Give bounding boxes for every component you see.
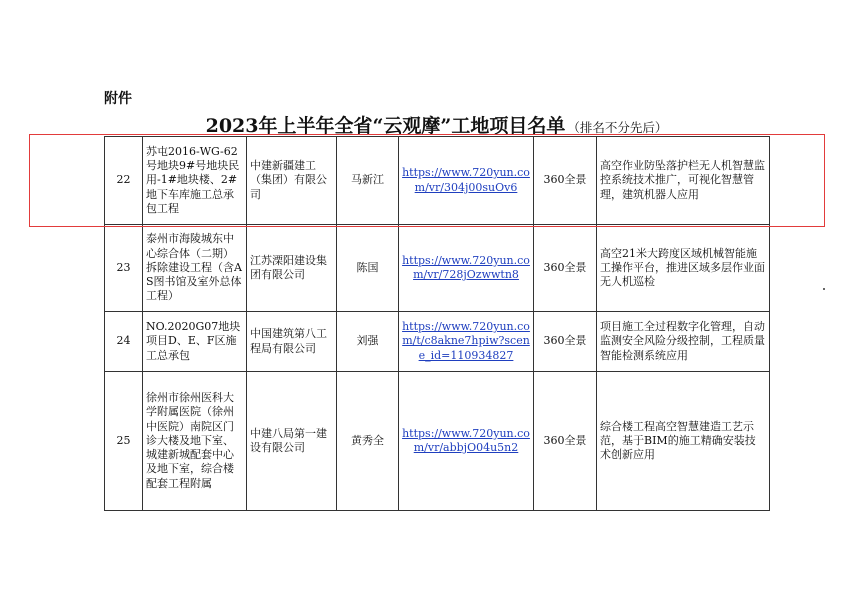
document-title-row (104, 111, 769, 138)
view-type: 360全景 (534, 137, 597, 225)
table-row (105, 372, 770, 511)
project-manager: 陈国 (337, 225, 399, 312)
row-number: 25 (105, 372, 143, 511)
project-list-table (104, 136, 770, 511)
project-features: 高空作业防坠落护栏无人机智慧监控系统技术推广，可视化智慧管理，建筑机器人应用 (597, 137, 770, 225)
project-features: 综合楼工程高空智慧建造工艺示范，基于BIM的施工精确安装技术创新应用 (597, 372, 770, 511)
view-type: 360全景 (534, 312, 597, 372)
view-url-link[interactable]: https://www.720yun.com/t/c8akne7hpiw?scene_id=110934827 (402, 320, 530, 362)
document-subtitle: （排名不分先后） (567, 120, 668, 135)
project-manager: 刘强 (337, 312, 399, 372)
project-name: NO.2020G07地块项目D、E、F区施工总承包 (143, 312, 247, 372)
construction-unit: 中国建筑第八工程局有限公司 (247, 312, 337, 372)
project-features: 高空21米大跨度区域机械智能施工操作平台，推进区域多层作业面无人机巡检 (597, 225, 770, 312)
project-manager: 黄秀全 (337, 372, 399, 511)
view-type: 360全景 (534, 372, 597, 511)
project-name: 泰州市海陵城东中心综合体（二期）拆除建设工程（含AS图书馆及室外总体工程） (143, 225, 247, 312)
project-name: 徐州市徐州医科大学附属医院（徐州中医院）南院区门诊大楼及地下室、城建新城配套中心及地下室，综合楼配套工程附属 (143, 372, 247, 511)
view-url-cell (399, 137, 534, 225)
project-features: 项目施工全过程数字化管理，自动监测安全风险分级控制，工程质量智能检测系统应用 (597, 312, 770, 372)
view-url-cell (399, 312, 534, 372)
row-number: 22 (105, 137, 143, 225)
table-row (105, 137, 770, 225)
project-name: 苏屯2016-WG-62号地块9#号地块民用-1#地块楼、2#地下车库施工总承包工程 (143, 137, 247, 225)
construction-unit: 中建八局第一建设有限公司 (247, 372, 337, 511)
view-url-link[interactable]: https://www.720yun.com/vr/abbjO04u5n2 (402, 426, 530, 454)
view-url-cell (399, 225, 534, 312)
view-url-link[interactable]: https://www.720yun.com/vr/304j00suOv6 (402, 166, 530, 194)
row-number: 23 (105, 225, 143, 312)
attachment-label: 附件 (104, 91, 132, 107)
row-number: 24 (105, 312, 143, 372)
document-title: 2023年上半年全省“云观摩”工地项目名单 (205, 115, 566, 137)
view-url-link[interactable]: https://www.720yun.com/vr/728jOzwwtn8 (402, 253, 530, 281)
page-speck (823, 288, 825, 290)
construction-unit: 江苏溧阳建设集团有限公司 (247, 225, 337, 312)
construction-unit: 中建新疆建工（集团）有限公司 (247, 137, 337, 225)
table-row (105, 225, 770, 312)
view-url-cell (399, 372, 534, 511)
project-manager: 马新江 (337, 137, 399, 225)
view-type: 360全景 (534, 225, 597, 312)
table-row (105, 312, 770, 372)
